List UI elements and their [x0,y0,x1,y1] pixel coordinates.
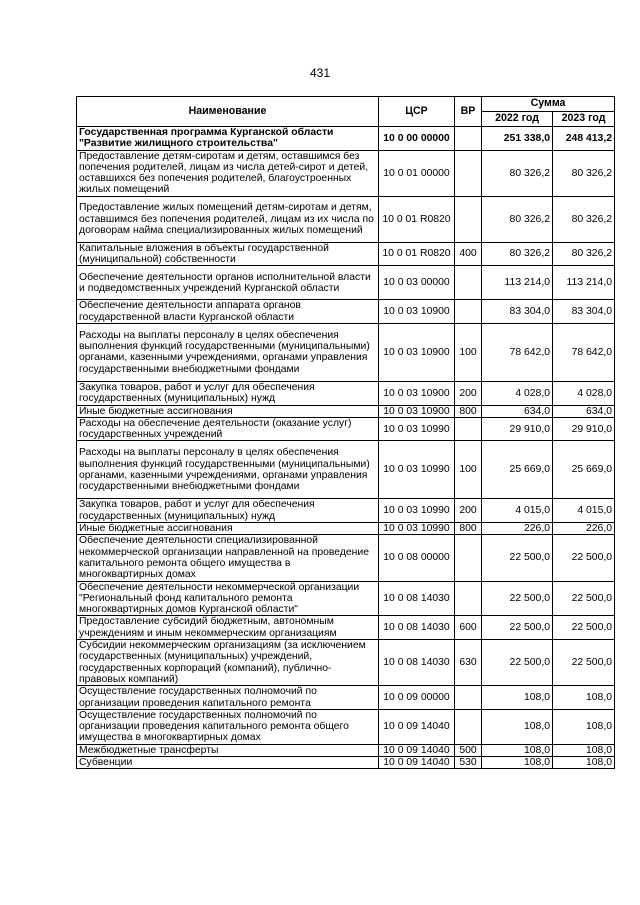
budget-table [76,96,615,769]
row-sum-2022: 108,0 [482,756,553,768]
row-sum-2023: 22 500,0 [553,581,615,616]
table-row [77,150,615,196]
row-sum-2022: 22 500,0 [482,535,553,581]
header-vr: ВР [455,97,482,127]
row-csr: 10 0 03 10990 [379,499,455,523]
row-name: Расходы на выплаты персоналу в целях обеспечения выполнения функций государственными (муниципальными) органами, казенными учреждениями, органами управления государственными внебюджетными фондами [77,323,379,381]
row-name: Закупка товаров, работ и услуг для обеспечения государственных (муниципальных) нужд [77,381,379,405]
row-sum-2022: 29 910,0 [482,417,553,441]
row-csr: 10 0 09 14040 [379,709,455,744]
row-vr [455,150,482,196]
table-row [77,242,615,266]
row-csr: 10 0 08 14030 [379,581,455,616]
row-sum-2023: 108,0 [553,744,615,756]
row-sum-2022: 80 326,2 [482,196,553,242]
table-row [77,686,615,710]
row-name: Государственная программа Курганской области "Развитие жилищного строительства" [77,127,379,151]
row-vr [455,266,482,300]
row-sum-2023: 4 028,0 [553,381,615,405]
table-row [77,127,615,151]
row-sum-2022: 80 326,2 [482,150,553,196]
row-vr [455,196,482,242]
row-name: Обеспечение деятельности органов исполнительной власти и подведомственных учреждений Курганской области [77,266,379,300]
table-row [77,405,615,417]
table-row [77,581,615,616]
row-name: Осуществление государственных полномочий по организации проведения капитального ремонта общего имущества в многоквартирных домах [77,709,379,744]
table-row [77,266,615,300]
header-name: Наименование [77,97,379,127]
table-row [77,523,615,535]
row-name: Обеспечение деятельности специализированной некоммерческой организации направленной на проведение капитального ремонта общего имущества в многоквартирных домах [77,535,379,581]
row-sum-2023: 80 326,2 [553,242,615,266]
table-row [77,499,615,523]
row-csr: 10 0 09 00000 [379,686,455,710]
row-sum-2022: 22 500,0 [482,616,553,640]
row-sum-2022: 80 326,2 [482,242,553,266]
header-sum: Сумма [482,97,615,112]
row-name: Осуществление государственных полномочий по организации проведения капитального ремонта [77,686,379,710]
row-csr: 10 0 03 10900 [379,381,455,405]
row-sum-2022: 22 500,0 [482,640,553,686]
row-name: Иные бюджетные ассигнования [77,405,379,417]
row-sum-2023: 108,0 [553,686,615,710]
row-vr [455,686,482,710]
row-vr: 800 [455,405,482,417]
row-name: Предоставление жилых помещений детям-сиротам и детям, оставшимся без попечения родителей, лицам из их числа по договорам найма специализированных жилых помещений [77,196,379,242]
table-row [77,616,615,640]
row-sum-2022: 251 338,0 [482,127,553,151]
row-vr: 600 [455,616,482,640]
table-row [77,417,615,441]
row-csr: 10 0 01 R0820 [379,196,455,242]
row-vr: 400 [455,242,482,266]
row-vr: 500 [455,744,482,756]
row-sum-2022: 108,0 [482,709,553,744]
row-sum-2023: 78 642,0 [553,323,615,381]
row-sum-2023: 29 910,0 [553,417,615,441]
row-vr: 630 [455,640,482,686]
table-row [77,756,615,768]
row-vr: 200 [455,499,482,523]
row-name: Предоставление субсидий бюджетным, автономным учреждениям и иным некоммерческим организациям [77,616,379,640]
table-row [77,640,615,686]
table-row [77,535,615,581]
row-vr [455,535,482,581]
row-csr: 10 0 01 00000 [379,150,455,196]
row-sum-2022: 226,0 [482,523,553,535]
table-row [77,744,615,756]
row-csr: 10 0 03 10900 [379,323,455,381]
row-vr: 530 [455,756,482,768]
row-sum-2023: 634,0 [553,405,615,417]
table-row [77,323,615,381]
table-row [77,300,615,324]
row-name: Расходы на выплаты персоналу в целях обеспечения выполнения функций государственными (муниципальными) органами, казенными учреждениями, органами управления государственными внебюджетными фондами [77,441,379,499]
row-sum-2023: 113 214,0 [553,266,615,300]
table-row [77,196,615,242]
row-sum-2023: 108,0 [553,756,615,768]
row-name: Межбюджетные трансферты [77,744,379,756]
row-sum-2023: 83 304,0 [553,300,615,324]
row-csr: 10 0 03 00000 [379,266,455,300]
row-name: Закупка товаров, работ и услуг для обеспечения государственных (муниципальных) нужд [77,499,379,523]
page-number: 431 [309,66,331,80]
row-name: Субвенции [77,756,379,768]
row-sum-2022: 78 642,0 [482,323,553,381]
row-sum-2022: 113 214,0 [482,266,553,300]
row-vr [455,127,482,151]
row-sum-2022: 22 500,0 [482,581,553,616]
row-sum-2022: 83 304,0 [482,300,553,324]
row-name: Расходы на обеспечение деятельности (оказание услуг) государственных учреждений [77,417,379,441]
row-sum-2023: 25 669,0 [553,441,615,499]
row-csr: 10 0 03 10900 [379,405,455,417]
row-sum-2022: 4 028,0 [482,381,553,405]
row-sum-2023: 248 413,2 [553,127,615,151]
row-sum-2023: 22 500,0 [553,640,615,686]
row-name: Капитальные вложения в объекты государственной (муниципальной) собственности [77,242,379,266]
row-sum-2023: 4 015,0 [553,499,615,523]
row-name: Иные бюджетные ассигнования [77,523,379,535]
row-sum-2023: 80 326,2 [553,150,615,196]
row-vr [455,417,482,441]
row-sum-2022: 4 015,0 [482,499,553,523]
row-sum-2023: 226,0 [553,523,615,535]
row-csr: 10 0 08 00000 [379,535,455,581]
row-vr [455,300,482,324]
row-sum-2022: 108,0 [482,686,553,710]
row-name: Обеспечение деятельности некоммерческой организации "Региональный фонд капитального ремонта многоквартирных домов Курганской области" [77,581,379,616]
table-row [77,441,615,499]
table-body [77,127,615,769]
row-csr: 10 0 03 10990 [379,417,455,441]
row-name: Предоставление детям-сиротам и детям, оставшимся без попечения родителей, лицам из числа детей-сирот и детей, оставшихся без попечения родителей, благоустроенных жилых помещений [77,150,379,196]
row-sum-2022: 108,0 [482,744,553,756]
row-name: Обеспечение деятельности аппарата органов государственной власти Курганской области [77,300,379,324]
row-vr: 800 [455,523,482,535]
row-csr: 10 0 03 10990 [379,441,455,499]
header-csr: ЦСР [379,97,455,127]
row-sum-2023: 108,0 [553,709,615,744]
row-sum-2022: 25 669,0 [482,441,553,499]
row-vr: 200 [455,381,482,405]
row-csr: 10 0 00 00000 [379,127,455,151]
row-csr: 10 0 03 10900 [379,300,455,324]
table-row [77,709,615,744]
table-row [77,381,615,405]
row-sum-2022: 634,0 [482,405,553,417]
row-sum-2023: 22 500,0 [553,616,615,640]
row-csr: 10 0 09 14040 [379,756,455,768]
row-vr: 100 [455,323,482,381]
row-vr [455,581,482,616]
header-year-2022: 2022 год [482,112,553,127]
row-csr: 10 0 09 14040 [379,744,455,756]
row-vr [455,709,482,744]
row-csr: 10 0 08 14030 [379,640,455,686]
row-csr: 10 0 08 14030 [379,616,455,640]
row-name: Субсидии некоммерческим организациям (за исключением государственных (муниципальных) учреждений, государственных корпораций (компаний), публично-правовых компаний) [77,640,379,686]
row-csr: 10 0 03 10990 [379,523,455,535]
row-sum-2023: 80 326,2 [553,196,615,242]
row-sum-2023: 22 500,0 [553,535,615,581]
row-csr: 10 0 01 R0820 [379,242,455,266]
row-vr: 100 [455,441,482,499]
header-year-2023: 2023 год [553,112,615,127]
